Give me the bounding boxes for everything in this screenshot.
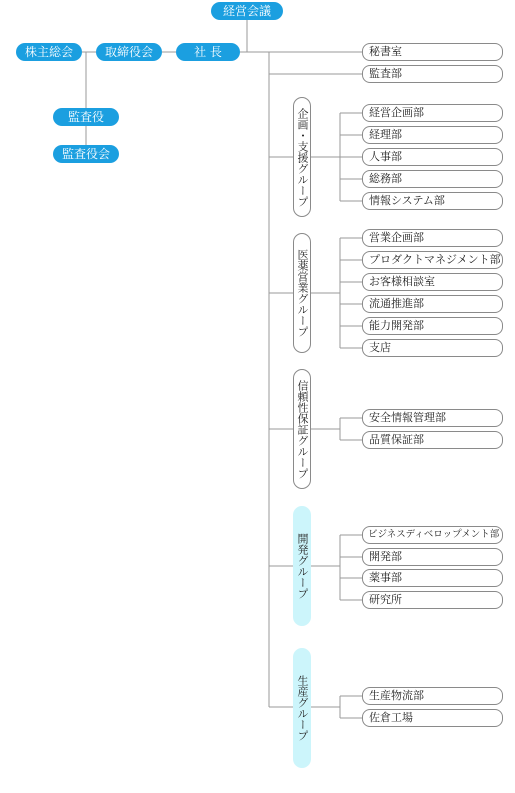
group-planning-support	[293, 97, 311, 217]
board-of-directors-node: 取締役会	[96, 43, 162, 61]
department-item: 安全情報管理部	[362, 409, 503, 427]
department-item: 営業企画部	[362, 229, 503, 247]
department-item: お客様相談室	[362, 273, 503, 291]
department-item: 人事部	[362, 148, 503, 166]
management-meeting-node: 経営会議	[211, 2, 283, 20]
group-pharma-sales	[293, 233, 311, 353]
department-item: 生産物流部	[362, 687, 503, 705]
department-item: ビジネスディベロップメント部	[362, 526, 503, 544]
department-item: 佐倉工場	[362, 709, 503, 727]
group-development	[293, 506, 311, 626]
president-node: 社 長	[176, 43, 240, 61]
department-item: 薬事部	[362, 569, 503, 587]
auditor-node: 監査役	[53, 108, 119, 126]
department-item: プロダクトマネジメント部	[362, 251, 503, 269]
group-reliability-assurance	[293, 369, 311, 489]
department-item: 能力開発部	[362, 317, 503, 335]
group-label: 生産グループ	[296, 675, 309, 741]
department-item: 流通推進部	[362, 295, 503, 313]
department-item: 研究所	[362, 591, 503, 609]
group-label: 信頼性保証グループ	[296, 379, 309, 479]
department-item: 品質保証部	[362, 431, 503, 449]
department-item: 開発部	[362, 548, 503, 566]
group-label: 医薬営業グループ	[296, 249, 309, 337]
group-production	[293, 648, 311, 768]
shareholders-meeting-node: 株主総会	[16, 43, 82, 61]
department-item: 経理部	[362, 126, 503, 144]
department-item: 支店	[362, 339, 503, 357]
direct-department: 監査部	[362, 65, 503, 83]
group-label: 開発グループ	[296, 533, 309, 599]
audit-board-node: 監査役会	[53, 145, 119, 163]
group-label: 企画・支援グループ	[296, 107, 309, 207]
department-item: 経営企画部	[362, 104, 503, 122]
department-item: 総務部	[362, 170, 503, 188]
direct-department: 秘書室	[362, 43, 503, 61]
department-item: 情報システム部	[362, 192, 503, 210]
